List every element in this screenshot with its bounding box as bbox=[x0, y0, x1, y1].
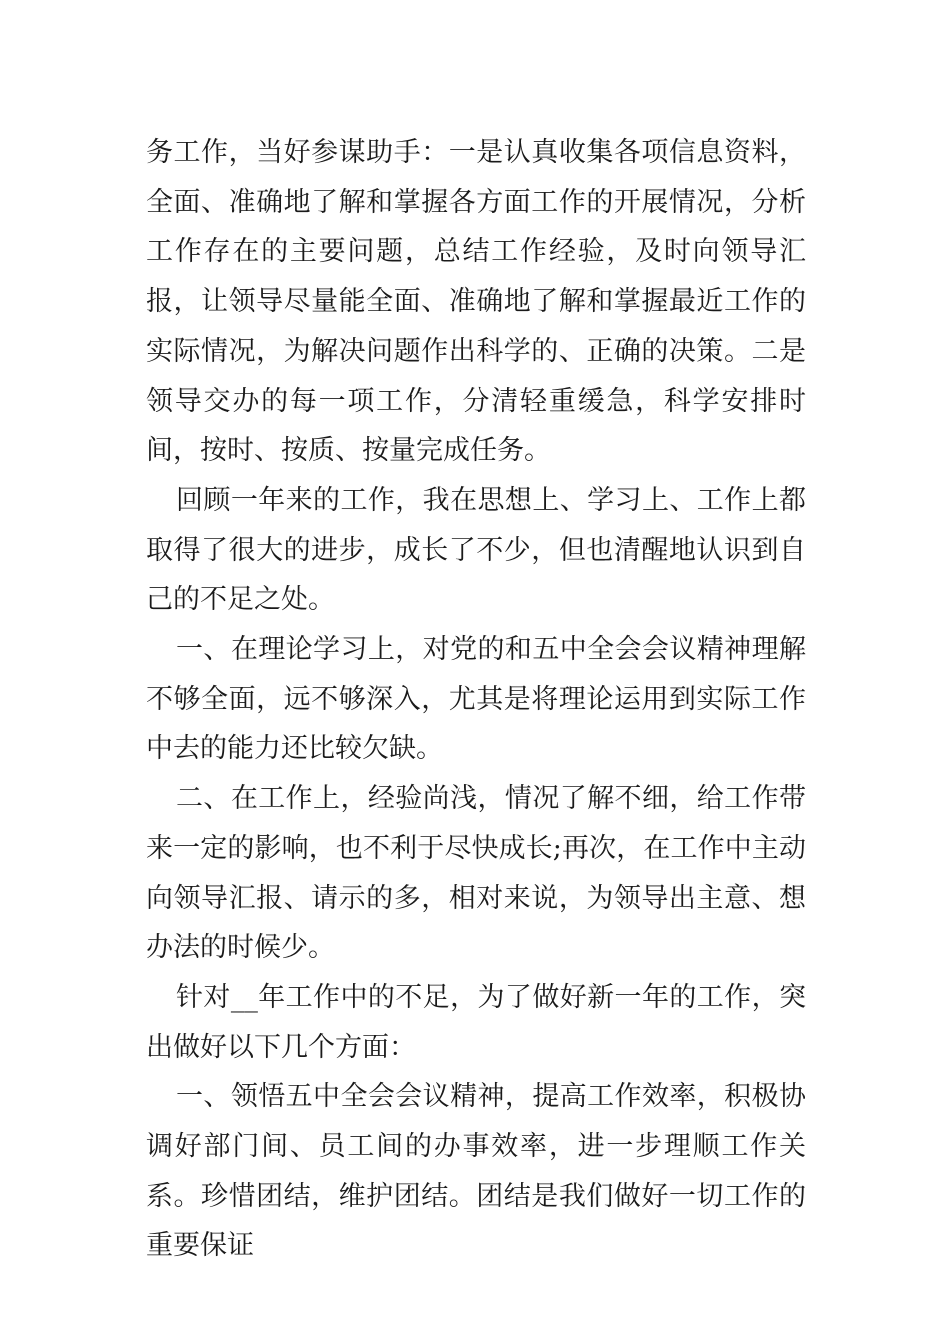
paragraph-shortcoming-theory: 一、在理论学习上，对党的和五中全会会议精神理解不够全面，远不够深入，尤其是将理论运用到实际工作中去的能力还比较欠缺。 bbox=[146, 634, 806, 765]
document-page bbox=[146, 128, 806, 1271]
paragraph-shortcoming-work: 二、在工作上，经验尚浅，情况了解不细，给工作带来一定的影响，也不利于尽快成长;再次，在工作中主动向领导汇报、请示的多，相对来说，为领导出主意、想办法的时候少。 bbox=[146, 783, 806, 964]
paragraph-plan-item-one: 一、领悟五中全会会议精神，提高工作效率，积极协调好部门间、员工间的办事效率，进一步理顺工作关系。珍惜团结，维护团结。团结是我们做好一切工作的重要保证 bbox=[146, 1081, 806, 1262]
paragraph-new-year-plan: 针对__年工作中的不足，为了做好新一年的工作，突出做好以下几个方面： bbox=[146, 981, 806, 1063]
paragraph-year-review: 回顾一年来的工作，我在思想上、学习上、工作上都取得了很大的进步，成长了不少，但也清醒地认识到自己的不足之处。 bbox=[146, 484, 806, 616]
paragraph-continued-duties: 务工作，当好参谋助手：一是认真收集各项信息资料，全面、准确地了解和掌握各方面工作的开展情况，分析工作存在的主要问题，总结工作经验，及时向领导汇报，让领导尽量能全面、准确地了解和掌握最近工作的实际情况，为解决问题作出科学的、正确的决策。二是领导交办的每一项工作，分清轻重缓急，科学安排时间，按时、按质、按量完成任务。 bbox=[146, 137, 806, 467]
